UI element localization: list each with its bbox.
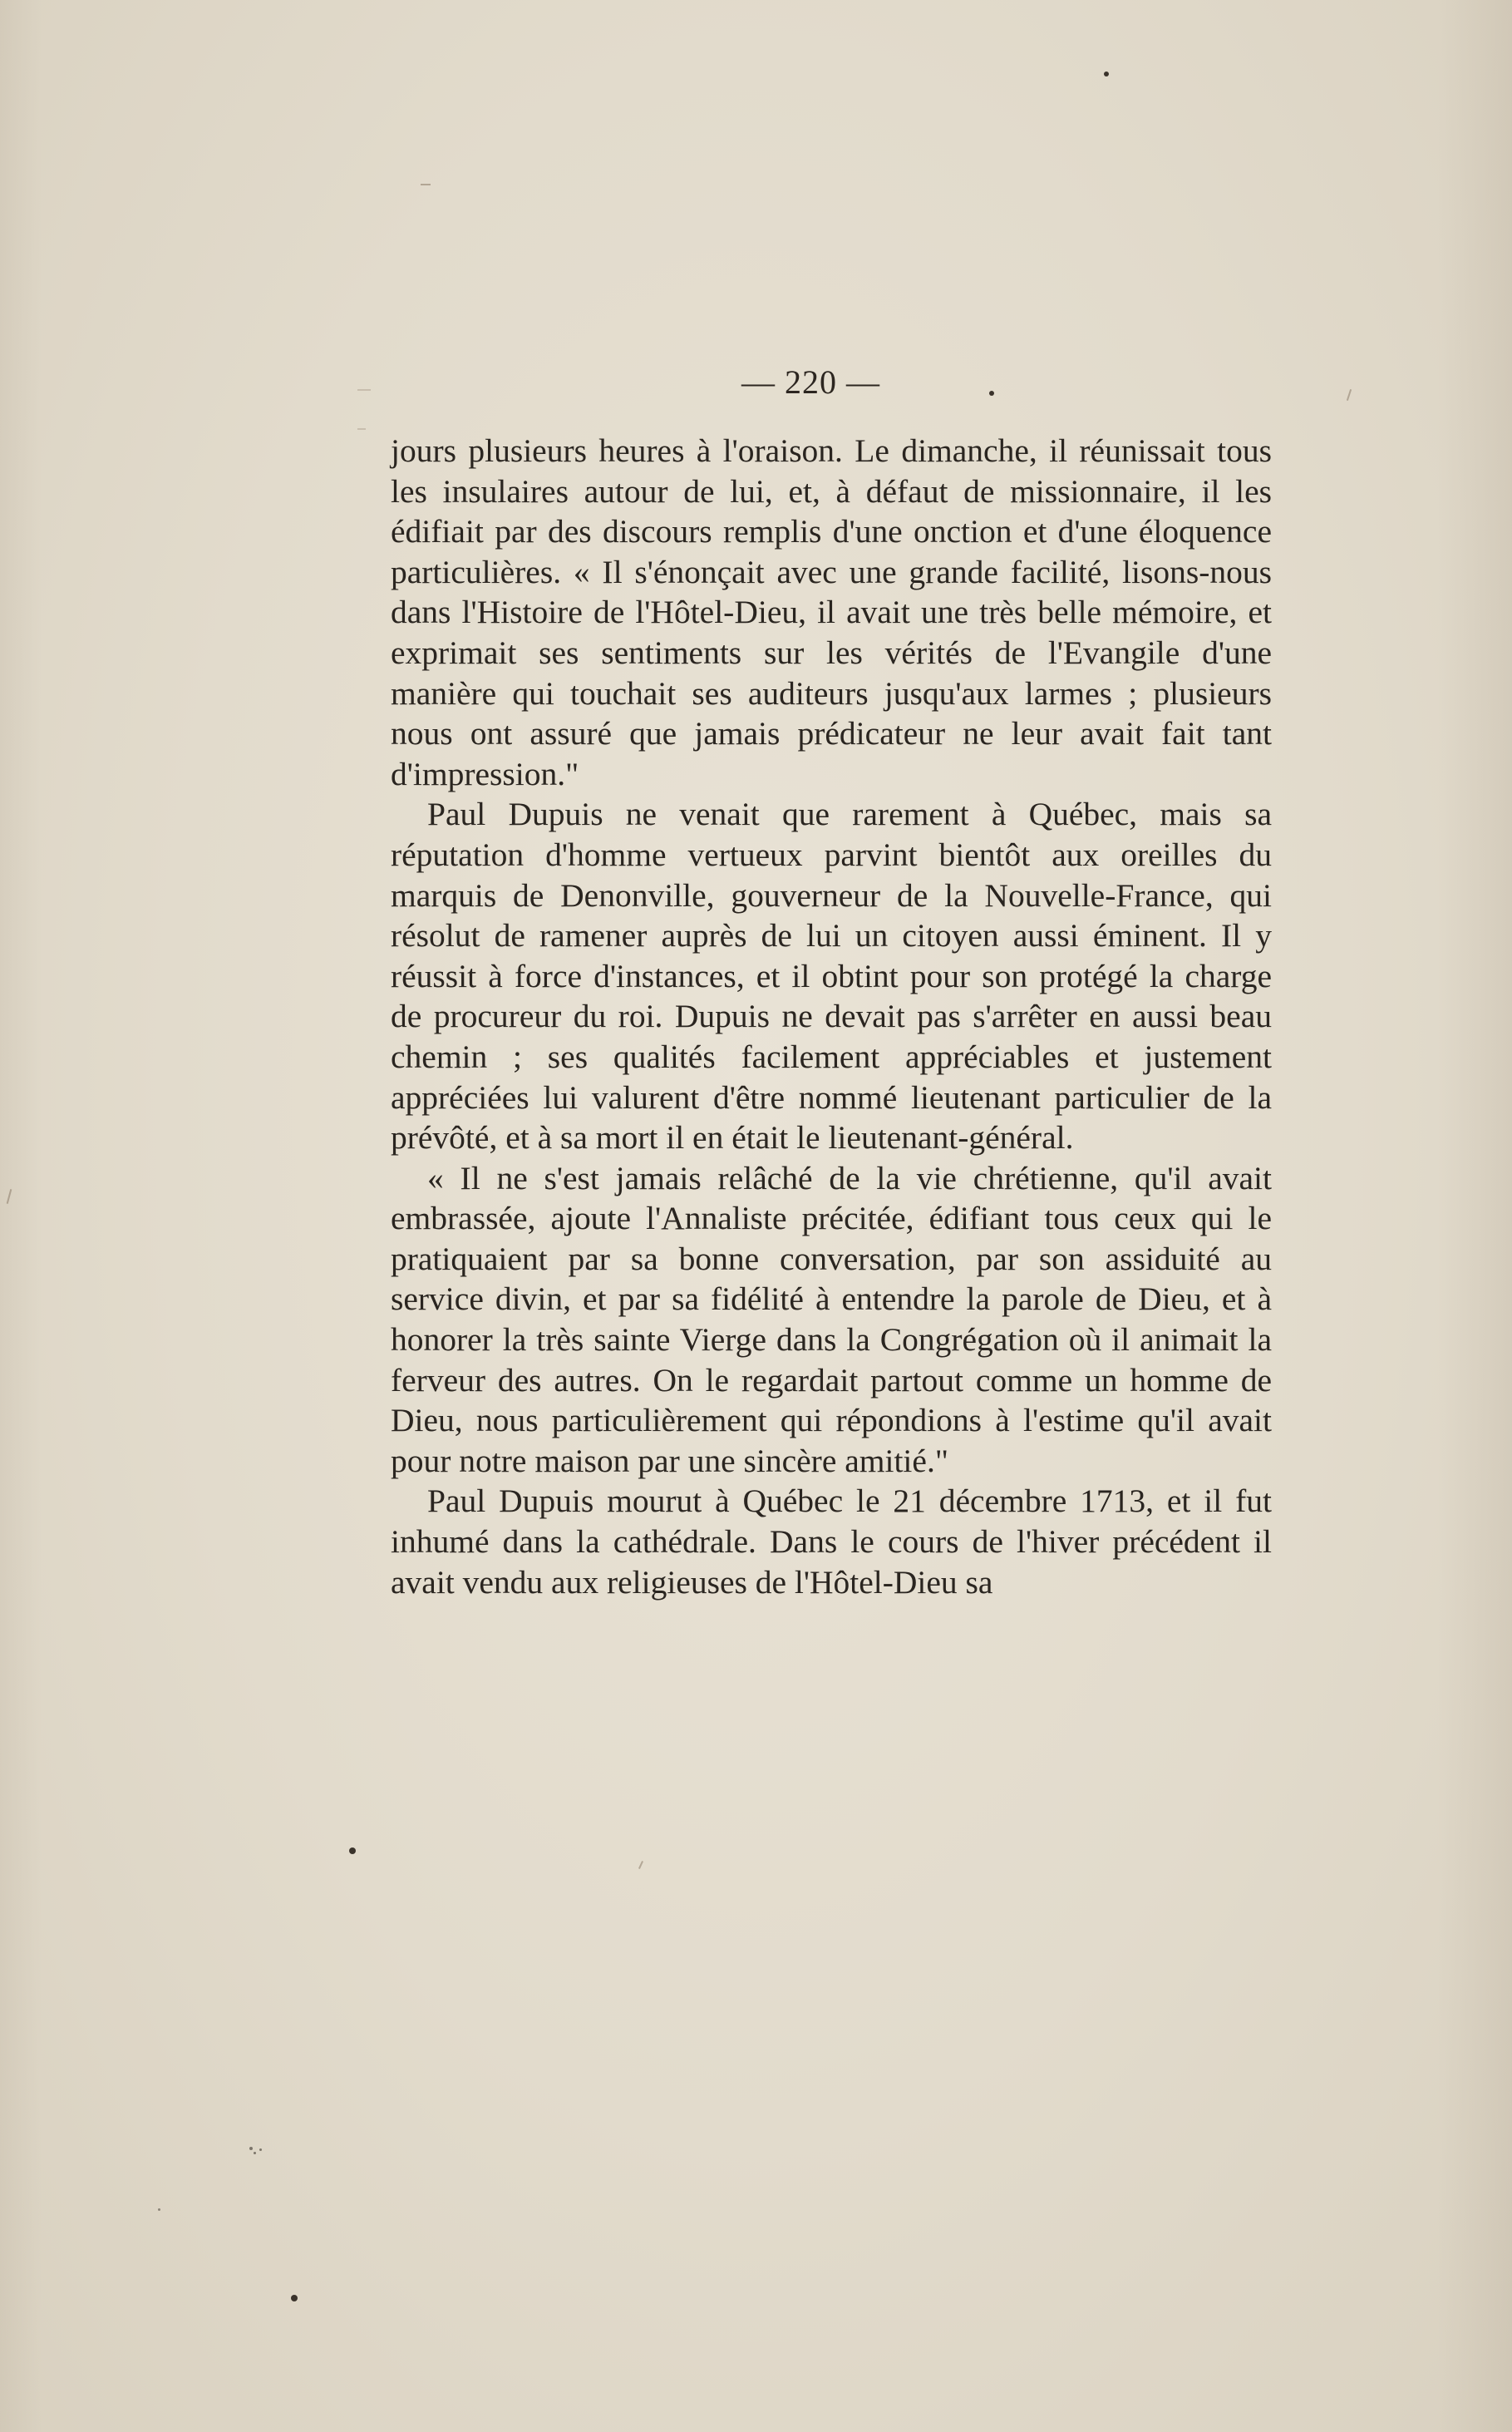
paper-mark <box>357 428 366 430</box>
page-edge-shadow-right <box>1437 0 1512 2432</box>
page-edge-shadow-left <box>0 0 42 2432</box>
paragraph: Paul Dupuis mourut à Québec le 21 décembre 1713, et il fut inhumé dans la cathédrale. Dans le cours de l'hiver précédent il avait vendu aux religieuses de l'Hôtel-Dieu sa <box>391 1482 1272 1601</box>
paper-speck <box>1104 72 1109 76</box>
page-number: — 220 — <box>741 363 880 401</box>
paper-speck <box>254 2152 256 2154</box>
paper-speck <box>158 2208 160 2211</box>
paper-speck <box>291 2295 298 2301</box>
paper-speck <box>259 2148 262 2151</box>
paper-mark <box>357 389 371 391</box>
paper-speck <box>349 1847 356 1854</box>
paper-speck <box>249 2147 253 2150</box>
paper-mark <box>421 184 431 185</box>
body-text <box>391 431 1272 1602</box>
paragraph: « Il ne s'est jamais relâché de la vie chrétienne, qu'il avait embrassée, ajoute l'Annaliste précitée, édifiant tous ceux qui le pratiquaient par sa bonne conversation, par son assiduité au service divin, et par sa fidélité à entendre la parole de Dieu, et à honorer la très sainte Vierge dans la Congrégation où il animait la ferveur des autres. On le regardait partout comme un homme de Dieu, nous particulièrement qui répondions à l'estime qu'il avait pour notre maison par une sincère amitié." <box>391 1159 1272 1479</box>
paragraph: Paul Dupuis ne venait que rarement à Québec, mais sa réputation d'homme vertueux parvint bientôt aux oreilles du marquis de Denonville, gouverneur de la Nouvelle-France, qui résolut de ramener auprès de lui un citoyen aussi éminent. Il y réussit à force d'instances, et il obtint pour son protégé la charge de procureur du roi. Dupuis ne devait pas s'arrêter en aussi beau chemin ; ses qualités facilement appréciables et justement appréciées lui valurent d'être nommé lieutenant particulier de la prévôté, et à sa mort il en était le lieutenant-général. <box>391 796 1272 1157</box>
paragraph: jours plusieurs heures à l'oraison. Le dimanche, il réunissait tous les insulaires autour de lui, et, à défaut de missionnaire, il les édifiait par des discours remplis d'une onction et d'une éloquence particulières. « Il s'énonçait avec une grande facilité, lisons-nous dans l'Histoire de l'Hôtel-Dieu, il avait une très belle mémoire, et exprimait ses sentiments sur les vérités de l'Evangile d'une manière qui touchait ses auditeurs jusqu'aux larmes ; plusieurs nous ont assuré que jamais prédicateur ne leur avait fait tant d'impression." <box>391 432 1272 792</box>
